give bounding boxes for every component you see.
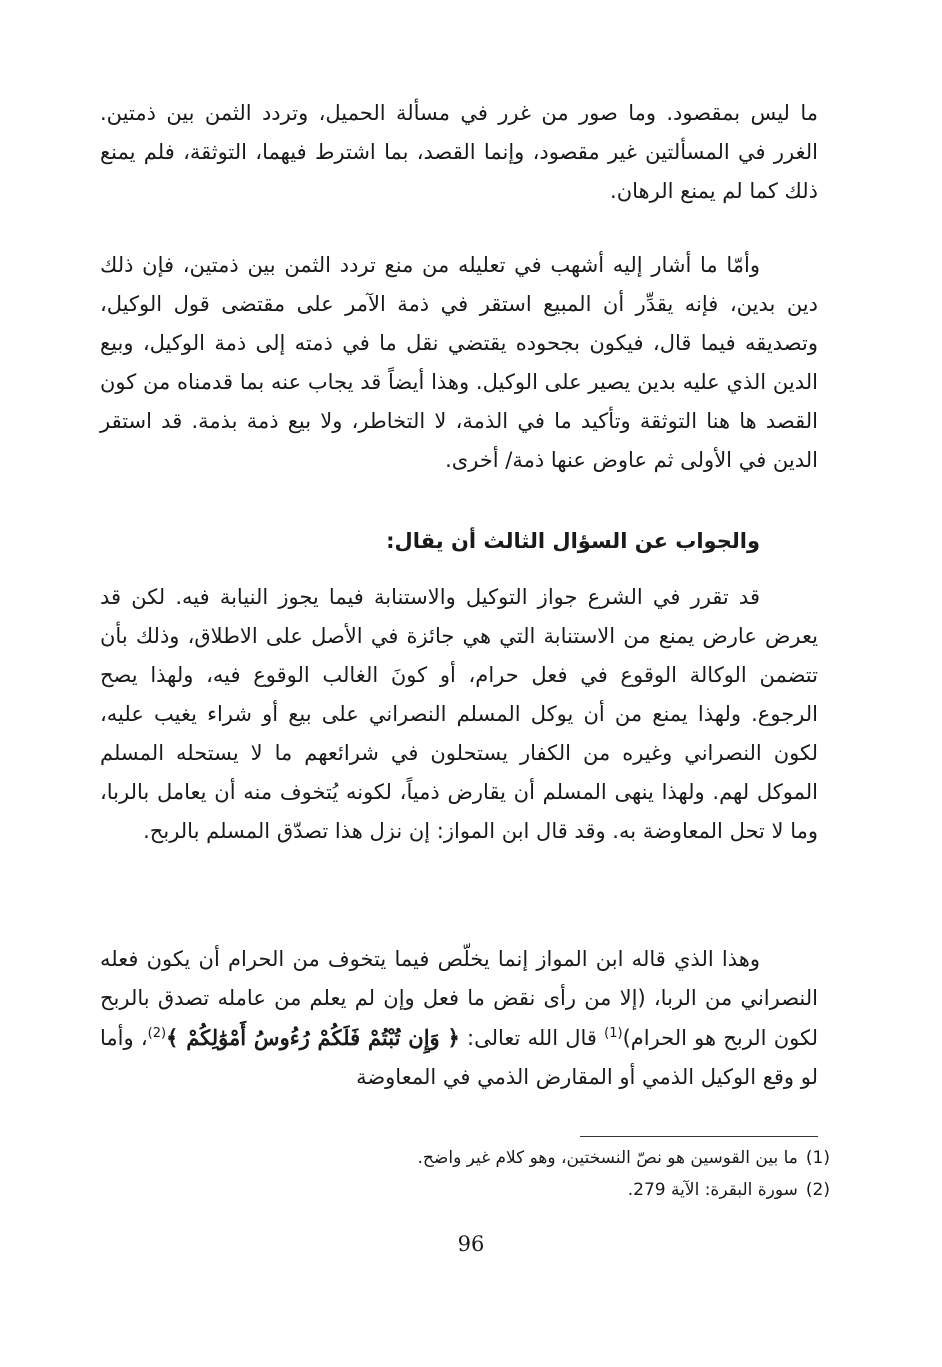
paragraph-4 bbox=[100, 578, 818, 851]
section-heading-text: والجواب عن السؤال الثالث أن يقال: bbox=[386, 529, 760, 553]
footnote-ref-2: (2) bbox=[147, 1026, 167, 1041]
footnote-2-number: (2) bbox=[805, 1180, 830, 1200]
paragraph-5-text-b: قال الله تعالى: bbox=[459, 1026, 605, 1050]
footnote-ref-1: (1) bbox=[604, 1026, 623, 1041]
footnote-2 bbox=[100, 1174, 830, 1206]
paragraph-2-text: وأمّا ما أشار إليه أشهب في تعليله من منع تردد الثمن بين ذمتين، فإن ذلك دين بدين، فإنه يقدِّر أن المبيع استقر في ذمة الآمر على مقتضى قول الوكيل، وتصديقه فيما قال، فيكون بجحوده يقتضي نقل ما في ذمته إلى ذمة الوكيل، وبيع الدين الذي عليه بدين يصير على الوكيل. وهذا أيضاً قد يجاب عنه بما قدمناه من كون القصد ها هنا التوثقة وتأكيد ما في الذمة، لا التخاطر، ولا بيع ذمة بذمة. قد استقر الدين في الأولى ثم عاوض عنها ذمة/ أخرى. bbox=[100, 253, 818, 472]
paragraph-1-text: ما ليس بمقصود. وما صور من غرر في مسألة الحميل، وتردد الثمن بين ذمتين. الغرر في المسألتين غير مقصود، وإنما القصد، بما اشترط فيهما، التوثقة، فلم يمنع ذلك كما لم يمنع الرهان. bbox=[100, 101, 818, 203]
paragraph-1 bbox=[100, 94, 818, 211]
footnote-2-text: سورة البقرة: الآية 279. bbox=[627, 1180, 798, 1200]
paragraph-2 bbox=[100, 246, 818, 480]
page-number: 96 bbox=[457, 1232, 485, 1256]
paragraph-4-text: قد تقرر في الشرع جواز التوكيل والاستنابة فيما يجوز النيابة فيه. لكن قد يعرض عارض يمنع من الاستنابة التي هي جائزة في الأصل على الاطلاق، وذلك بأن تتضمن الوكالة الوقوع في فعل حرام، أو كونَ الغالب الوقوع فيه، ولهذا يصح الرجوع. ولهذا يمنع من أن يوكل المسلم النصراني على بيع أو شراء يغيب عليه، لكون النصراني وغيره من الكفار يستحلون في شرائعهم ما لا يستحله المسلم الموكل لهم. ولهذا ينهى المسلم أن يقارض ذمياً، لكونه يُتخوف منه أن يعامل بالربا، وما لا تحل المعاوضة به. وقد قال ابن المواز: إن نزل هذا تصدّق المسلم بالربح. bbox=[100, 585, 818, 843]
paragraph-5 bbox=[100, 940, 818, 1097]
section-heading bbox=[100, 522, 818, 561]
footnote-1-text: ما بين القوسين هو نصّ النسختين، وهو كلام غير واضح. bbox=[417, 1148, 798, 1168]
quran-verse: ﴿ وَإِن تُبْتُمْ فَلَكُمْ رُءُوسُ أَمْوَٰلِكُمْ ﴾ bbox=[166, 1025, 460, 1050]
footnote-1 bbox=[100, 1142, 830, 1174]
footnote-divider bbox=[580, 1136, 818, 1137]
footnote-1-number: (1) bbox=[805, 1148, 830, 1168]
paragraph-5-text-a: وهذا الذي قاله ابن المواز إنما يخلّص فيما يتخوف من الحرام أن يكون فعله النصراني من الربا، (إلا من رأى نقض ما فعل وإن لم يعلم من عامله تصدق بالربح لكون الربح هو الحرام) bbox=[100, 947, 818, 1050]
paragraph-5-text-c: ، وأما لو وقع الوكيل الذمي أو المقارض الذمي في المعاوضة bbox=[100, 1026, 818, 1089]
footnotes bbox=[100, 1142, 830, 1206]
